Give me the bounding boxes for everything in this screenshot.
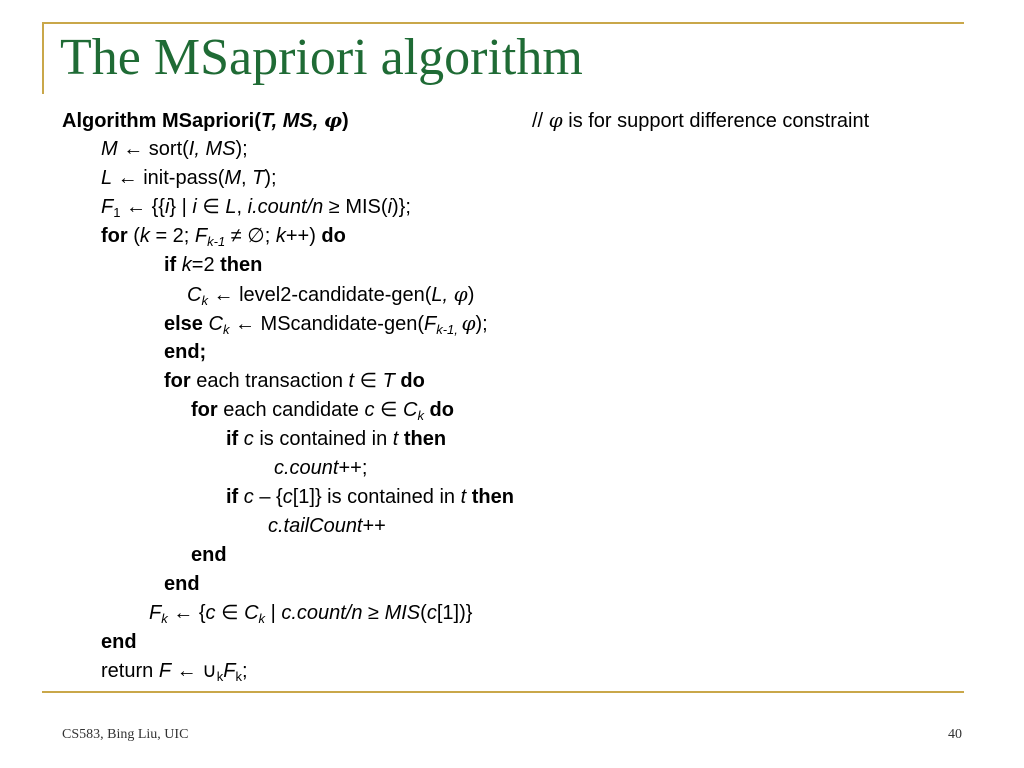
slide-title: The MSapriori algorithm — [60, 29, 583, 86]
accent-top-rule — [42, 22, 964, 24]
code-line-1: Algorithm MSapriori(T, MS, φ) // φ is for support difference constraint — [62, 108, 870, 132]
code-line-20: return F ← $\cup_kF_k$; — [101, 660, 248, 684]
code-line-16: end — [191, 544, 227, 566]
code-line-8: else $C_k$ ← MScandidate-$gen(F_{k-1,}$ φ); — [164, 311, 488, 337]
footer-rule — [42, 691, 964, 693]
code-line-10: for each transaction t ∈ T do — [164, 370, 425, 392]
code-line-12: if c is contained in t then — [226, 428, 447, 450]
code-line-4: $F_1$ ← {{i} | i ∈ L, i.count/n ≥ MIS(i)}; — [101, 196, 411, 220]
code-line-17: end — [164, 573, 200, 595]
code-line-3: L ← init-pass(M, T); — [101, 167, 277, 189]
page-number: 40 — [948, 727, 962, 742]
code-line-7: $C_k$ ← level2-candidate-gen(L, φ) — [187, 282, 475, 308]
code-line-5: for (k = 2; $F_{k-1}$ ≠ ∅; k++) do — [101, 225, 346, 249]
code-line-19: end — [101, 631, 137, 653]
code-line-13: c.count++; — [274, 457, 368, 479]
accent-vertical-rule — [42, 22, 44, 94]
code-line-14: if c – {c[1]} is contained in t then — [226, 486, 514, 508]
code-line-6: if k=2 then — [164, 254, 263, 276]
code-line-2: M ← sort(I, MS); — [101, 138, 248, 160]
footer-course-label: CS583, Bing Liu, UIC — [62, 727, 189, 742]
code-line-11: for each candidate c ∈ $C_k$ do — [191, 399, 454, 423]
code-comment: // φ is for support difference constraint — [532, 108, 870, 132]
code-line-9: end; — [164, 341, 207, 363]
code-line-15: c.tailCount++ — [268, 515, 386, 537]
code-line-18: $F_k$ ← {c ∈ $C_k$ | c.count/n ≥ MIS(c[1])} — [149, 602, 473, 626]
